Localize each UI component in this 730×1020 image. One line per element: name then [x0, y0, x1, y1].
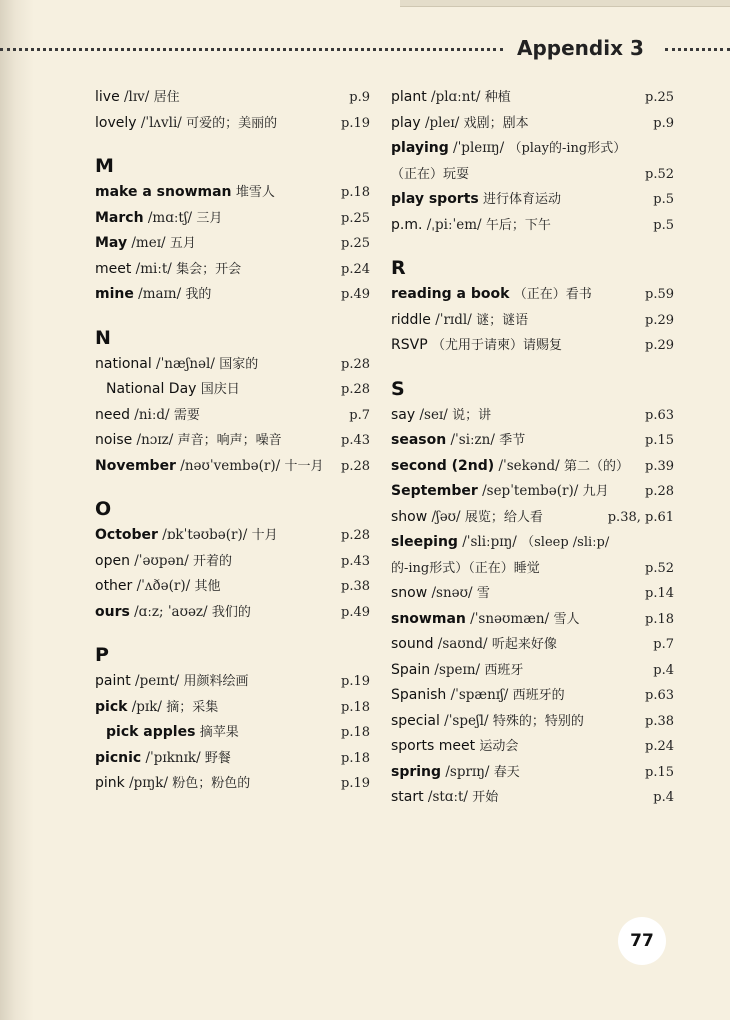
entry-page-ref: p.63 — [645, 407, 674, 423]
entry-phonetic: /ˈəʊpən/ — [134, 552, 189, 569]
entry-phonetic: /sepˈtembə(r)/ — [482, 483, 579, 499]
section-letter: P — [95, 644, 109, 666]
entry-line — [95, 85, 370, 111]
entry-word: picnic — [95, 749, 142, 766]
entry-page-ref: p.59 — [645, 287, 674, 302]
glossary-entry — [95, 454, 370, 480]
entry-page-ref: p.52 — [645, 166, 674, 182]
entry-page-ref: p.52 — [645, 560, 674, 576]
entry-page-ref: p.39 — [645, 458, 674, 474]
entry-line — [391, 213, 674, 239]
entry-page-ref: p.24 — [341, 261, 370, 277]
section-gap — [95, 479, 370, 496]
entry-line-continued — [391, 162, 469, 188]
entry-word: September — [391, 483, 478, 499]
entry-meaning: 展览；给人看 — [464, 509, 543, 525]
entry-word: spring — [391, 763, 442, 780]
glossary-entry — [391, 428, 674, 454]
entry-word: other — [95, 578, 133, 594]
glossary-entry — [391, 760, 674, 786]
entry-meaning: 特殊的；特别的 — [492, 713, 584, 729]
entry-word: say — [391, 406, 416, 423]
glossary-entry — [391, 85, 674, 111]
entry-phonetic: /ɒkˈtəʊbə(r)/ — [162, 527, 248, 543]
entry-meaning: 集会；开会 — [176, 261, 242, 277]
section-letter: R — [391, 257, 406, 279]
entry-meaning: 可爱的；美丽的 — [186, 115, 278, 131]
entry-meaning: （sleep /sliːp/ — [521, 535, 610, 550]
entry-line — [391, 734, 674, 760]
entry-page-ref: p.7 — [349, 407, 370, 423]
entry-line — [95, 600, 370, 626]
entry-page-ref: p.4 — [653, 662, 674, 678]
entry-word: meet — [95, 260, 132, 277]
entry-phonetic: /miːt/ — [135, 260, 172, 277]
entry-meaning: 十月 — [251, 528, 278, 543]
entry-line — [95, 206, 370, 232]
entry-line — [391, 760, 674, 786]
entry-word: make a snowman — [95, 184, 232, 200]
glossary-entry — [391, 581, 674, 607]
entry-line — [95, 231, 370, 257]
entry-meaning: 我们的 — [211, 604, 251, 620]
entry-line — [95, 403, 370, 429]
entry-meaning: 居住 — [153, 90, 180, 105]
entry-page-ref: p.18 — [341, 725, 370, 740]
entry-word: show — [391, 508, 428, 525]
glossary-column-right — [391, 85, 674, 811]
section-letter: M — [95, 155, 114, 177]
entry-line — [391, 85, 674, 111]
entry-meaning: 粉色；粉色的 — [172, 776, 251, 791]
entry-word: pick apples — [106, 724, 196, 740]
entry-line — [95, 180, 370, 206]
entry-line — [391, 454, 674, 480]
entry-phonetic: /ˈʌðə(r)/ — [136, 578, 191, 594]
entry-page-ref: p.19 — [341, 674, 370, 689]
entry-page-ref: p.43 — [341, 553, 370, 569]
entry-meaning: 种植 — [484, 90, 511, 105]
entry-line — [391, 785, 674, 811]
entry-meaning: 我的 — [185, 287, 212, 302]
entry-line — [95, 549, 370, 575]
entry-meaning: 摘；采集 — [166, 699, 219, 715]
entry-word: national — [95, 355, 152, 372]
section-letter: N — [95, 326, 111, 349]
entry-word: noise — [95, 432, 133, 448]
glossary-entry — [391, 607, 674, 633]
entry-meaning: 国家的 — [219, 356, 259, 372]
entry-line — [95, 111, 370, 137]
entry-line — [95, 574, 370, 600]
entry-phonetic: /ˈspeʃl/ — [444, 712, 489, 729]
entry-meaning-continued: 的-ing形式）（正在）睡觉 — [391, 560, 540, 576]
entry-line — [391, 479, 674, 505]
entry-meaning: 季节 — [499, 433, 526, 448]
entry-meaning: 用颜料绘画 — [183, 674, 249, 689]
entry-word: Spain — [391, 661, 431, 678]
entry-word: May — [95, 235, 128, 251]
entry-word: p.m. — [391, 216, 423, 233]
glossary-entry — [95, 257, 370, 283]
entry-word: start — [391, 789, 424, 805]
glossary-entry — [391, 734, 674, 760]
entry-word: paint — [95, 673, 131, 689]
glossary-entry — [95, 282, 370, 308]
glossary-entry — [95, 85, 370, 111]
entry-phonetic: /ˌpiːˈem/ — [426, 216, 482, 233]
entry-phonetic: /meɪ/ — [131, 235, 166, 251]
entry-meaning: 听起来好像 — [491, 637, 557, 652]
glossary-entry — [95, 695, 370, 721]
page-title: Appendix 3 — [517, 36, 644, 60]
entry-page-ref: p.9 — [349, 90, 370, 105]
section-gap — [95, 625, 370, 642]
entry-line — [391, 658, 674, 684]
entry-word: mine — [95, 286, 134, 302]
section-gap — [391, 238, 674, 255]
section-letter: O — [95, 498, 112, 520]
entry-line — [95, 257, 370, 283]
entry-phonetic: /ˈsekənd/ — [498, 457, 560, 474]
entry-word: March — [95, 209, 144, 226]
entry-page-ref: p.28 — [645, 484, 674, 499]
entry-phonetic: /pɪŋk/ — [129, 775, 168, 791]
glossary-entry — [391, 785, 674, 811]
glossary-entry — [95, 549, 370, 575]
glossary-entry — [95, 428, 370, 454]
entry-word: sports meet — [391, 738, 476, 754]
entry-line — [391, 709, 674, 735]
glossary-entry — [95, 746, 370, 772]
entry-page-ref: p.18 — [341, 699, 370, 715]
entry-word: snow — [391, 585, 428, 601]
entry-word: Spanish — [391, 687, 447, 703]
entry-phonetic: /maɪn/ — [138, 286, 182, 302]
entry-word: play — [391, 114, 421, 131]
entry-line — [391, 632, 674, 658]
entry-word: live — [95, 89, 120, 105]
glossary-entry — [95, 720, 370, 746]
glossary-entry — [95, 111, 370, 137]
entry-word: snowman — [391, 610, 466, 627]
entry-page-ref: p.9 — [653, 115, 674, 131]
entry-line — [95, 720, 370, 746]
entry-line — [391, 581, 674, 607]
entry-meaning: 第二（的） — [563, 458, 629, 474]
entry-meaning: 堆雪人 — [235, 185, 275, 200]
entry-line — [391, 282, 674, 308]
entry-word: special — [391, 712, 440, 729]
section-gap — [391, 359, 674, 376]
entry-word: sleeping — [391, 534, 458, 550]
entry-phonetic: /seɪ/ — [419, 406, 448, 423]
entry-meaning: 五月 — [169, 236, 196, 251]
entry-phonetic: /ˈsiːzn/ — [450, 432, 495, 448]
entry-phonetic: /ˈnæʃnəl/ — [156, 355, 215, 372]
entry-page-ref: p.18 — [341, 185, 370, 200]
entry-page-ref: p.25 — [341, 210, 370, 226]
entry-word: riddle — [391, 311, 431, 328]
entry-phonetic: /ˈsnəʊmæn/ — [470, 610, 550, 627]
header-dotted-rule-right — [665, 48, 730, 51]
entry-meaning: 戏剧；剧本 — [463, 115, 529, 131]
glossary-entry — [391, 632, 674, 658]
glossary-entry — [391, 479, 674, 505]
entry-phonetic: /ˈsliːpɪŋ/ — [462, 534, 517, 550]
entry-meaning: 三月 — [196, 210, 223, 226]
glossary-entry — [391, 213, 674, 239]
glossary-column-left — [95, 85, 370, 797]
entry-word: October — [95, 527, 158, 543]
entry-page-ref: p.29 — [645, 312, 674, 328]
entry-phonetic: /nəʊˈvembə(r)/ — [180, 457, 281, 474]
entry-line — [95, 695, 370, 721]
glossary-entry — [391, 282, 674, 308]
entry-page-ref: p.25 — [341, 236, 370, 251]
entry-phonetic: /ˈpɪknɪk/ — [145, 749, 201, 766]
entry-word: pick — [95, 698, 128, 715]
entry-page-ref: p.15 — [645, 764, 674, 780]
entry-page-ref: p.38, p.61 — [607, 509, 674, 525]
entry-word: sound — [391, 636, 434, 652]
glossary-entry — [95, 377, 370, 403]
entry-phonetic: /mɑːtʃ/ — [147, 209, 193, 226]
entry-page-ref: p.15 — [645, 433, 674, 448]
entry-page-ref: p.49 — [341, 287, 370, 302]
entry-line — [95, 454, 370, 480]
section-letter: S — [391, 377, 405, 400]
entry-phonetic: /peɪnt/ — [135, 673, 180, 689]
glossary-entry — [391, 658, 674, 684]
entry-phonetic: /pleɪ/ — [424, 114, 460, 131]
entry-page-ref: p.28 — [341, 356, 370, 372]
entry-meaning: 进行体育运动 — [483, 192, 562, 207]
glossary-entry — [95, 352, 370, 378]
entry-line — [391, 403, 674, 429]
entry-phonetic: /speɪn/ — [434, 661, 481, 678]
entry-word: play sports — [391, 191, 479, 207]
entry-line — [95, 523, 370, 549]
entry-phonetic: /ˈpleɪɪŋ/ — [453, 140, 505, 156]
entry-page-ref: p.14 — [645, 586, 674, 601]
entry-phonetic: /ɑːz; ˈaʊəz/ — [134, 603, 208, 620]
entry-meaning: 摘苹果 — [199, 725, 239, 740]
glossary-entry — [95, 771, 370, 797]
entry-phonetic: /ˈlʌvli/ — [140, 114, 182, 131]
top-tab — [400, 0, 730, 7]
entry-meaning: 国庆日 — [200, 382, 240, 397]
glossary-entry — [95, 574, 370, 600]
entry-page-ref: p.38 — [645, 713, 674, 729]
entry-meaning: 需要 — [173, 407, 200, 423]
entry-phonetic: /pɪk/ — [131, 698, 162, 715]
entry-meaning: 声音；响声；噪音 — [177, 433, 282, 448]
glossary-entry — [391, 709, 674, 735]
entry-phonetic: /ˈspænɪʃ/ — [450, 687, 509, 703]
entry-page-ref: p.25 — [645, 90, 674, 105]
entry-page-ref: p.5 — [653, 217, 674, 233]
entry-line — [95, 669, 370, 695]
entry-meaning: 西班牙的 — [512, 688, 565, 703]
entry-word: second (2nd) — [391, 457, 495, 474]
entry-line — [95, 282, 370, 308]
entry-meaning: （尤用于请柬）请赐复 — [431, 338, 562, 353]
entry-line — [391, 308, 674, 334]
entry-page-ref: p.5 — [653, 192, 674, 207]
entry-meaning: 开着的 — [193, 553, 233, 569]
glossary-entry — [391, 333, 674, 359]
entry-phonetic: /saʊnd/ — [437, 636, 488, 652]
glossary-entry — [391, 187, 674, 213]
entry-line — [95, 771, 370, 797]
entry-meaning: （play的-ing形式） — [508, 141, 627, 156]
entry-word: lovely — [95, 114, 137, 131]
entry-meaning: 雪人 — [553, 611, 580, 627]
glossary-entry — [95, 206, 370, 232]
entry-meaning: 运动会 — [479, 739, 519, 754]
entry-line — [391, 683, 674, 709]
entry-page-ref: p.24 — [645, 739, 674, 754]
glossary-entry — [391, 111, 674, 137]
glossary-entry — [391, 683, 674, 709]
entry-meaning: 开始 — [472, 790, 499, 805]
entry-phonetic: /stɑːt/ — [427, 789, 468, 805]
entry-phonetic: /nɔɪz/ — [136, 432, 174, 448]
entry-word: pink — [95, 775, 125, 791]
entry-meaning: 九月 — [582, 484, 609, 499]
entry-line — [391, 428, 674, 454]
entry-meaning: 西班牙 — [484, 662, 524, 678]
entry-phonetic: /plɑːnt/ — [431, 89, 481, 105]
entry-page-ref: p.28 — [341, 528, 370, 543]
entry-meaning: 谜；谜语 — [476, 312, 529, 328]
entry-page-ref: p.28 — [341, 458, 370, 474]
entry-phonetic: /niːd/ — [134, 406, 170, 423]
header-dotted-rule-left — [0, 48, 503, 51]
entry-line — [391, 333, 674, 359]
entry-phonetic: /ˈrɪdl/ — [435, 311, 472, 328]
entry-meaning: 春天 — [493, 764, 520, 780]
entry-word: plant — [391, 89, 427, 105]
entry-page-ref: p.18 — [341, 750, 370, 766]
entry-phonetic: /snəʊ/ — [431, 585, 473, 601]
entry-page-ref: p.49 — [341, 604, 370, 620]
entry-page-ref: p.19 — [341, 776, 370, 791]
entry-page-ref: p.38 — [341, 579, 370, 594]
section-gap — [95, 308, 370, 325]
entry-line — [95, 428, 370, 454]
glossary-entry — [391, 308, 674, 334]
entry-phonetic: /ʃəʊ/ — [431, 508, 461, 525]
entry-line — [391, 136, 674, 162]
entry-line — [391, 111, 674, 137]
section-gap — [95, 136, 370, 153]
entry-word: open — [95, 552, 130, 569]
entry-word: November — [95, 457, 176, 474]
glossary-entry — [391, 505, 674, 531]
entry-line — [95, 746, 370, 772]
entry-word: reading a book — [391, 286, 510, 302]
entry-page-ref: p.4 — [653, 790, 674, 805]
entry-page-ref: p.19 — [341, 115, 370, 131]
entry-meaning: 说；讲 — [452, 407, 492, 423]
entry-phonetic: /sprɪŋ/ — [445, 763, 490, 780]
entry-word: ours — [95, 603, 130, 620]
book-spine-shadow — [0, 0, 34, 1020]
glossary-entry — [391, 403, 674, 429]
entry-meaning: 野餐 — [204, 750, 231, 766]
entry-line-continued — [391, 556, 540, 582]
entry-line — [391, 530, 674, 556]
entry-page-ref: p.7 — [653, 637, 674, 652]
entry-meaning: 雪 — [476, 586, 490, 601]
glossary-entry — [95, 231, 370, 257]
entry-page-ref: p.18 — [645, 611, 674, 627]
glossary-entry — [95, 403, 370, 429]
entry-phonetic: /lɪv/ — [123, 89, 150, 105]
entry-line — [95, 352, 370, 378]
entry-word: playing — [391, 140, 449, 156]
entry-meaning-continued: （正在）玩耍 — [391, 166, 470, 182]
entry-page-ref: p.28 — [341, 382, 370, 397]
entry-meaning: 其他 — [194, 579, 221, 594]
entry-line — [391, 607, 674, 633]
entry-word: need — [95, 406, 130, 423]
page-number: 77 — [618, 917, 666, 965]
glossary-entry — [95, 600, 370, 626]
entry-page-ref: p.63 — [645, 688, 674, 703]
entry-page-ref: p.29 — [645, 338, 674, 353]
entry-meaning: 午后；下午 — [485, 217, 551, 233]
glossary-entry — [95, 180, 370, 206]
glossary-entry — [391, 530, 674, 581]
entry-line — [95, 377, 370, 403]
glossary-entry — [391, 454, 674, 480]
entry-word: RSVP — [391, 337, 428, 353]
entry-word: season — [391, 432, 447, 448]
glossary-entry — [95, 523, 370, 549]
glossary-entry — [391, 136, 674, 187]
entry-page-ref: p.43 — [341, 433, 370, 448]
entry-meaning: （正在）看书 — [513, 287, 592, 302]
entry-word: National Day — [106, 381, 197, 397]
entry-meaning: 十一月 — [284, 458, 324, 474]
entry-line — [391, 187, 674, 213]
glossary-entry — [95, 669, 370, 695]
